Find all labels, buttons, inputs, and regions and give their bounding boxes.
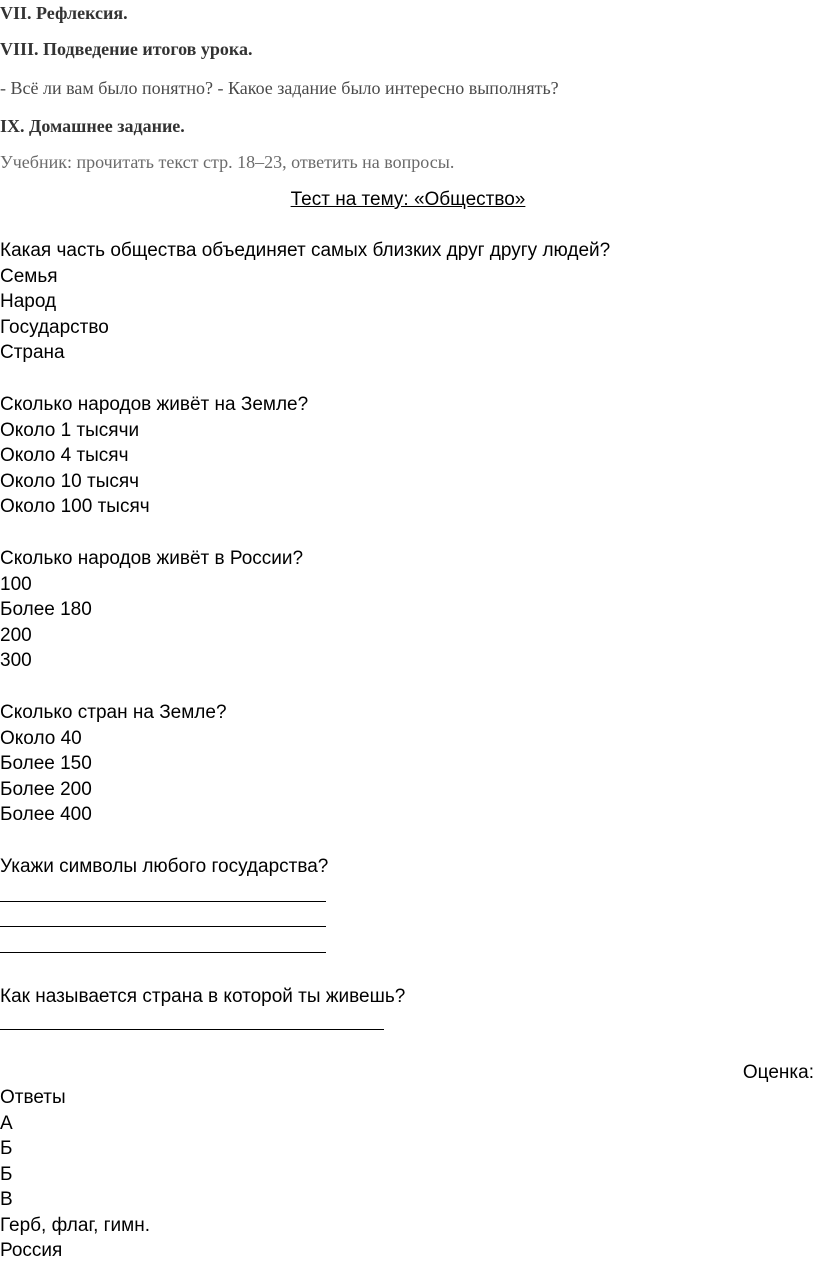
answer-item: А [0,1112,13,1134]
answer-item: Россия [0,1240,63,1261]
summary-questions: - Всё ли вам было понятно? - Какое задание было интересно выполнять? [0,78,559,98]
answer-item: Герб, флаг, гимн. [0,1214,151,1236]
answer-option: Страна [0,342,65,363]
answer-blank-line [0,952,326,953]
answer-option: Около 4 тысяч [0,445,129,466]
answers-section [0,1085,150,1264]
answer-option: 100 [0,573,32,595]
homework-heading: IX. Домашнее задание. [0,116,185,136]
question-6 [0,984,405,1010]
answer-item: В [0,1189,13,1210]
answer-option: Семья [0,265,58,287]
answer-option: Более 150 [0,753,92,774]
question-text: Какая часть общества объединяет самых близких друг другу людей? [0,240,611,261]
summary-heading: VIII. Подведение итогов урока. [0,39,253,59]
answer-blank-line [0,1029,384,1030]
homework-text: Учебник: прочитать текст стр. 18–23, ответить на вопросы. [0,152,455,172]
question-4 [0,700,227,828]
answer-option: Около 1 тысячи [0,419,140,441]
question-1 [0,238,610,366]
question-3 [0,546,303,674]
test-title: Тест на тему: «Общество» [290,189,526,210]
answer-blank-line [0,926,326,927]
answers-heading: Ответы [0,1087,66,1108]
question-text: Сколько стран на Земле? [0,702,227,723]
grade-label: Оценка: [742,1062,814,1083]
question-text: Как называется страна в которой ты живешь? [0,986,406,1007]
answer-option: Народ [0,291,57,312]
answer-option: 300 [0,650,32,671]
answer-option: Около 10 тысяч [0,470,140,492]
answer-option: Около 100 тысяч [0,496,150,517]
answer-option: Около 40 [0,727,82,749]
reflection-heading: VII. Рефлексия. [0,3,128,23]
answer-blank-line [0,901,326,902]
question-2 [0,392,308,520]
answer-option: Более 180 [0,599,92,620]
answer-option: Более 200 [0,778,92,800]
answer-option: Более 400 [0,804,92,825]
question-text: Укажи символы любого государства? [0,856,329,877]
answer-item: Б [0,1163,13,1185]
answer-option: Государство [0,316,109,338]
question-5 [0,854,328,880]
answer-option: 200 [0,624,32,646]
question-text: Сколько народов живёт в России? [0,548,304,569]
question-text: Сколько народов живёт на Земле? [0,394,309,415]
answer-item: Б [0,1138,13,1159]
